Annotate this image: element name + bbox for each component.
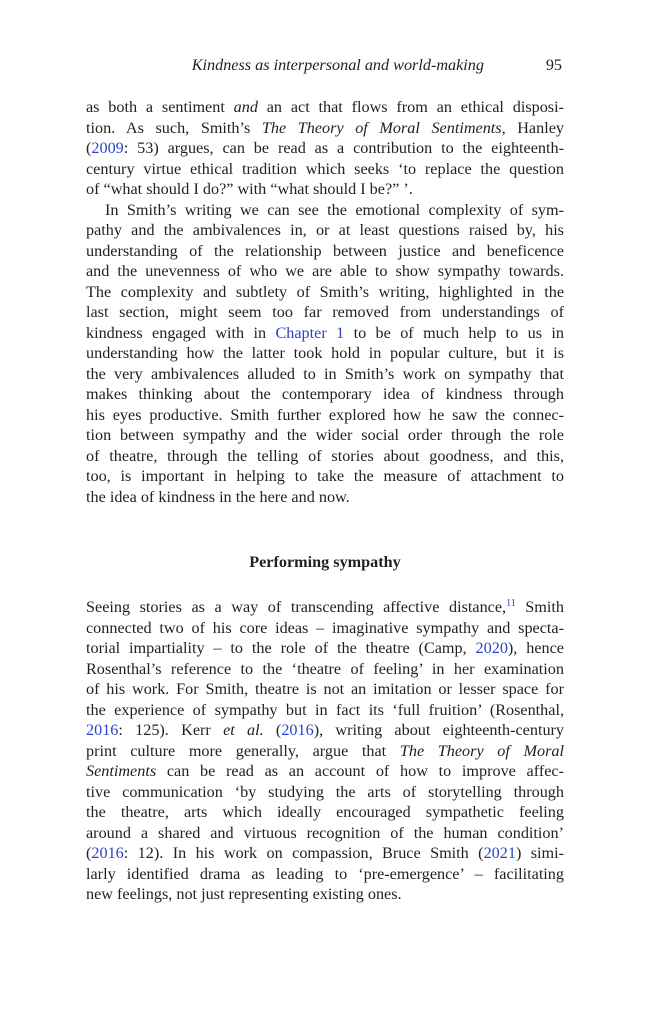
text-run: ) simi- bbox=[515, 844, 565, 862]
text-line: his eyes productive. Smith further explored how he saw the connec- bbox=[86, 405, 564, 424]
text-line: of “what should I do?” with “what should I be?” ’. bbox=[86, 180, 413, 198]
citation-link[interactable]: 2009 bbox=[91, 139, 124, 157]
citation-link[interactable]: 2016 bbox=[281, 721, 314, 739]
text-run: as both a sentiment bbox=[86, 98, 234, 116]
paragraph bbox=[86, 597, 564, 905]
text-run: torial impartiality – to the role of the theatre (Camp, bbox=[86, 639, 476, 657]
text-line bbox=[86, 761, 564, 782]
text-line: In Smith’s writing we can see the emotional complexity of sym- bbox=[105, 200, 564, 219]
text-line: the experience of sympathy but in fact its ‘full fruition’ (Rosenthal, bbox=[86, 700, 564, 719]
text-run: : 12). In his work on compassion, Bruce Smith ( bbox=[123, 844, 484, 862]
text-line bbox=[86, 741, 564, 762]
text-run: Seeing stories as a way of transcending affective distance, bbox=[86, 598, 507, 616]
body-text-bottom bbox=[86, 597, 564, 905]
text-line: pathy and the ambivalences in, or at least questions raised by, his bbox=[86, 221, 564, 239]
text-line: Rosenthal’s reference to the ‘theatre of feeling’ in her examination bbox=[86, 659, 564, 678]
citation-link[interactable]: 2016 bbox=[91, 844, 124, 862]
text-line: the theatre, arts which ideally encouraged sympathetic feeling bbox=[86, 803, 564, 821]
text-line bbox=[86, 720, 564, 741]
text-run: : 125). Kerr bbox=[118, 721, 224, 739]
text-run: , Hanley bbox=[501, 118, 564, 137]
text-line: larly identified drama as leading to ‘pre-emergence’ – facilitating bbox=[86, 864, 564, 883]
text-line: new feelings, not just representing existing ones. bbox=[86, 885, 402, 903]
text-line: of theatre, through the telling of stories about goodness, and this, bbox=[86, 446, 564, 465]
running-head bbox=[86, 56, 564, 80]
text-run: ( bbox=[86, 844, 92, 862]
text-line: understanding of the relationship between justice and beneficence bbox=[86, 241, 564, 260]
text-line: The complexity and subtlety of Smith’s writing, highlighted in the bbox=[86, 282, 564, 301]
text-line: last section, might seem too far removed from understandings of bbox=[86, 303, 564, 321]
chapter-link[interactable]: Chapter 1 bbox=[275, 323, 345, 342]
text-line bbox=[86, 638, 564, 659]
text-line bbox=[86, 597, 564, 618]
text-line: the very ambivalences alluded to in Smith’s work on sympathy that bbox=[86, 364, 564, 383]
text-run: ), writing about eighteenth-century bbox=[313, 721, 565, 739]
section-heading: Performing sympathy bbox=[249, 553, 401, 571]
text-run: print culture more generally, argue that bbox=[86, 741, 400, 760]
text-line: connected two of his core ideas – imaginative sympathy and specta- bbox=[86, 618, 564, 637]
text-line: century virtue ethical tradition which seeks ‘to replace the question bbox=[86, 159, 564, 178]
text-line bbox=[86, 843, 564, 864]
footnote-marker[interactable]: 11 bbox=[506, 598, 516, 609]
body-text-top bbox=[86, 97, 564, 507]
text-line bbox=[86, 97, 564, 118]
text-line: around a shared and virtuous recognition of the human condition’ bbox=[86, 823, 564, 842]
text-run: an act that flows from an ethical disposi- bbox=[257, 98, 564, 116]
citation-link[interactable]: 2021 bbox=[483, 844, 516, 862]
text-run: : 53) argues, can be read as a contribution to the eighteenth- bbox=[123, 139, 564, 157]
text-line: tive communication ‘by studying the arts of storytelling through bbox=[86, 782, 564, 801]
book-title: Sentiments bbox=[86, 762, 157, 780]
text-run: Smith bbox=[515, 598, 564, 616]
text-line: of his work. For Smith, theatre is not an imitation or lesser space for bbox=[86, 680, 564, 698]
text-line: tion between sympathy and the wider social order through the role bbox=[86, 426, 564, 444]
text-line bbox=[86, 118, 564, 139]
book-title: The Theory of Moral Sentiments bbox=[261, 118, 502, 137]
text-run: can be read as an account of how to improve affec- bbox=[156, 762, 564, 780]
paragraph-continued bbox=[86, 97, 564, 200]
text-run: to be of much help to us in bbox=[344, 323, 564, 342]
page-number: 95 bbox=[545, 56, 562, 74]
paragraph bbox=[86, 200, 564, 508]
citation-link[interactable]: 2016 bbox=[86, 721, 119, 739]
text-line: too, is important in helping to take the measure of attachment to bbox=[86, 467, 564, 485]
text-line: makes thinking about the contemporary idea of kindness through bbox=[86, 385, 564, 403]
emphasis: et al. bbox=[223, 721, 264, 739]
text-run: kindness engaged with in bbox=[86, 323, 276, 342]
emphasis: and bbox=[233, 98, 258, 116]
book-title: The Theory of Moral bbox=[399, 741, 565, 760]
text-line bbox=[86, 138, 564, 159]
running-head-title: Kindness as interpersonal and world-making bbox=[191, 56, 484, 74]
text-run: ( bbox=[263, 721, 282, 739]
text-run: ( bbox=[86, 139, 92, 157]
text-run: ), hence bbox=[507, 639, 564, 657]
citation-link[interactable]: 2020 bbox=[475, 639, 508, 657]
text-line: and the unevenness of who we are able to show sympathy towards. bbox=[86, 262, 564, 280]
text-line: the idea of kindness in the here and now. bbox=[86, 487, 350, 506]
text-line bbox=[86, 323, 564, 344]
text-run: tion. As such, Smith’s bbox=[86, 118, 262, 137]
text-line: understanding how the latter took hold in popular culture, but it is bbox=[86, 344, 564, 362]
